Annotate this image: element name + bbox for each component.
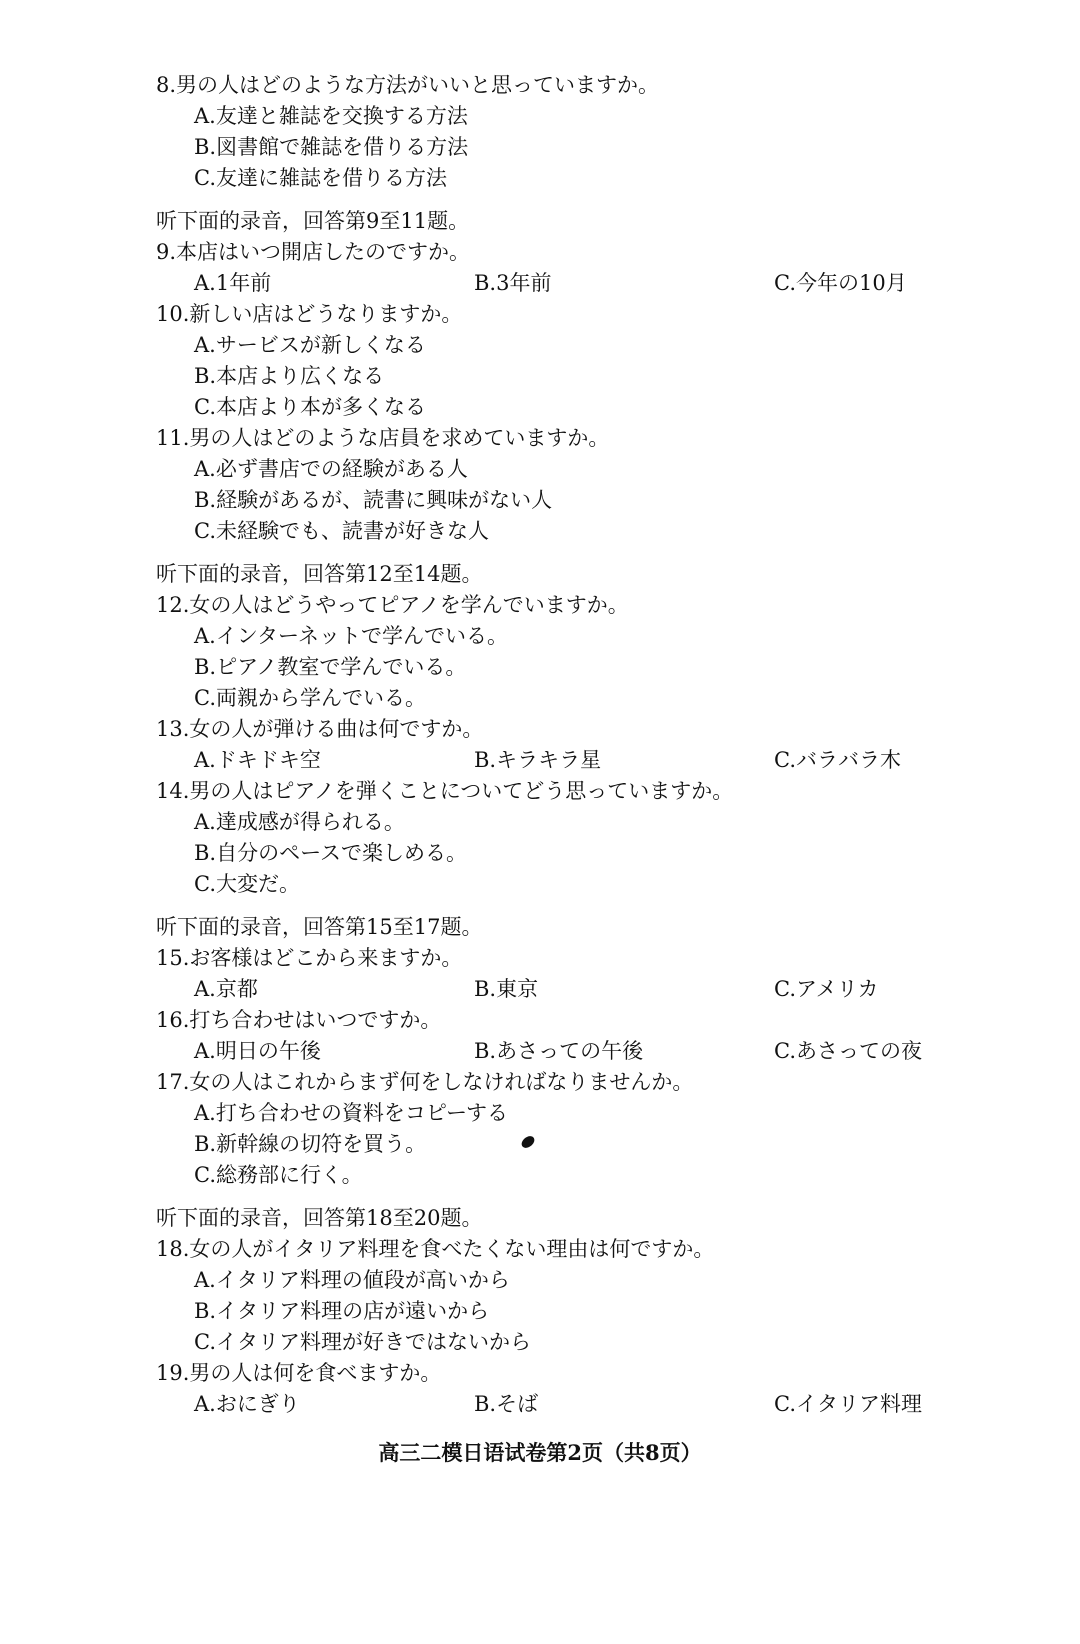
- option-a: A.1年前: [194, 271, 272, 295]
- option-c: C.アメリカ: [774, 977, 879, 1001]
- option-text: B.経験があるが、読書に興味がない人: [194, 488, 553, 512]
- question-text: 17.女の人はこれからまず何をしなければなりませんか。: [156, 1070, 694, 1094]
- question-text: 18.女の人がイタリア料理を食べたくない理由は何ですか。: [156, 1237, 715, 1261]
- question-text: 16.打ち合わせはいつですか。: [156, 1008, 442, 1032]
- option-a: A.ドキドキ空: [194, 748, 321, 772]
- option-text: A.イタリア料理の値段が高いから: [194, 1268, 510, 1292]
- option-text: A.友達と雑誌を交換する方法: [194, 104, 468, 128]
- option-row: [156, 268, 956, 299]
- question-text: 10.新しい店はどうなりますか。: [156, 302, 463, 326]
- option-text: B.図書館で雑誌を借りる方法: [194, 135, 469, 159]
- option-c: C.あさっての夜: [774, 1039, 922, 1063]
- question-text: 8.男の人はどのような方法がいいと思っていますか。: [156, 73, 660, 97]
- option-text: A.必ず書店での経験がある人: [194, 457, 468, 481]
- option-text: C.未経験でも、読書が好きな人: [194, 519, 489, 543]
- option-a: A.明日の午後: [194, 1039, 321, 1063]
- option-text: B.新幹線の切符を買う。: [194, 1132, 427, 1156]
- option-text: A.打ち合わせの資料をコピーする: [194, 1101, 508, 1125]
- option-text: B.イタリア料理の店が遠いから: [194, 1299, 490, 1323]
- question-text: 11.男の人はどのような店員を求めていますか。: [156, 426, 610, 450]
- option-text: B.ピアノ教室で学んでいる。: [194, 655, 467, 679]
- option-b: B.キラキラ星: [474, 748, 602, 772]
- option-text: C.総務部に行く。: [194, 1163, 363, 1187]
- question-list: [156, 70, 956, 1420]
- option-row: [156, 1389, 956, 1420]
- question-text: 9.本店はいつ開店したのですか。: [156, 240, 471, 264]
- page-footer: 高三二模日语试卷第2页（共8页）: [378, 1440, 702, 1465]
- question-text: 14.男の人はピアノを弾くことについてどう思っていますか。: [156, 779, 734, 803]
- option-text: C.イタリア料理が好きではないから: [194, 1330, 531, 1354]
- option-text: A.達成感が得られる。: [194, 810, 405, 834]
- option-b: B.東京: [474, 977, 539, 1001]
- question-text: 19.男の人は何を食べますか。: [156, 1361, 442, 1385]
- option-text: C.友達に雑誌を借りる方法: [194, 166, 447, 190]
- option-c: C.バラバラ木: [774, 748, 901, 772]
- question-text: 15.お客様はどこから来ますか。: [156, 946, 463, 970]
- option-c: C.今年の10月: [774, 271, 907, 295]
- option-b: B.そば: [474, 1392, 539, 1416]
- option-text: B.本店より広くなる: [194, 364, 385, 388]
- option-row: [156, 1036, 956, 1067]
- option-text: C.両親から学んでいる。: [194, 686, 426, 710]
- question-text: 13.女の人が弾ける曲は何ですか。: [156, 717, 484, 741]
- option-row: [156, 745, 956, 776]
- option-c: C.イタリア料理: [774, 1392, 922, 1416]
- section-instruction: 听下面的录音，回答第12至14题。: [156, 562, 483, 586]
- option-b: B.あさっての午後: [474, 1039, 644, 1063]
- option-text: C.大変だ。: [194, 872, 300, 896]
- option-b: B.3年前: [474, 271, 552, 295]
- option-text: B.自分のペースで楽しめる。: [194, 841, 468, 865]
- option-text: A.インターネットで学んでいる。: [194, 624, 508, 648]
- option-text: A.サービスが新しくなる: [194, 333, 426, 357]
- option-row: [156, 974, 956, 1005]
- question-text: 12.女の人はどうやってピアノを学んでいますか。: [156, 593, 629, 617]
- option-text: C.本店より本が多くなる: [194, 395, 426, 419]
- section-instruction: 听下面的录音，回答第18至20题。: [156, 1206, 483, 1230]
- option-a: A.京都: [194, 977, 258, 1001]
- section-instruction: 听下面的录音，回答第15至17题。: [156, 915, 483, 939]
- section-instruction: 听下面的录音，回答第9至11题。: [156, 209, 470, 233]
- option-a: A.おにぎり: [194, 1392, 300, 1416]
